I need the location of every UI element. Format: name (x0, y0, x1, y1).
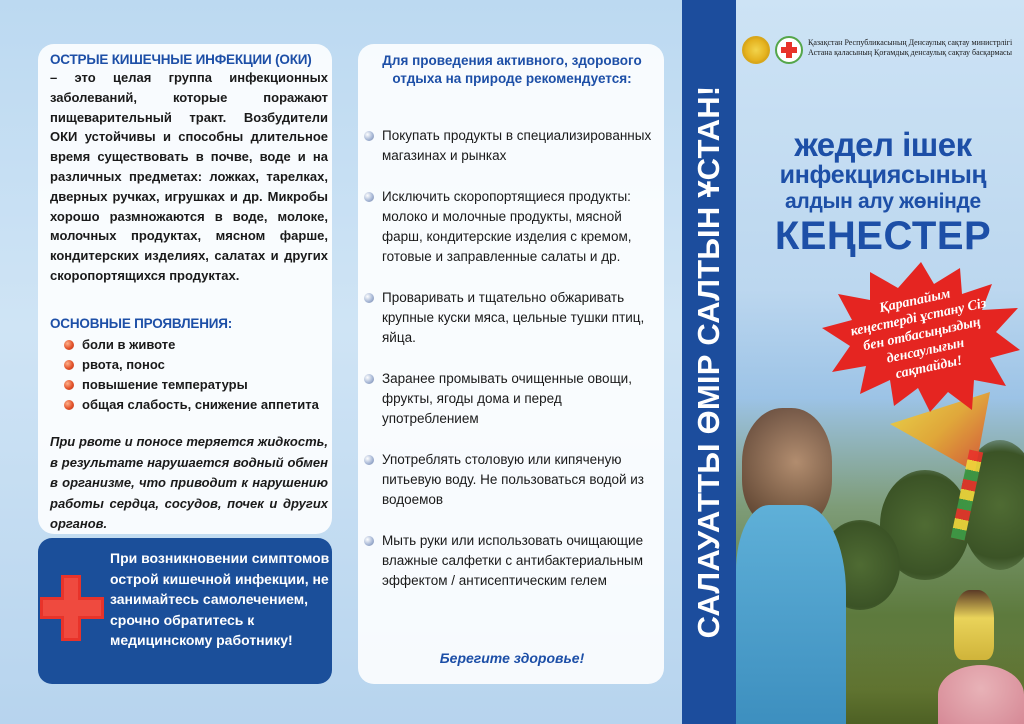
list-item: рвота, понос (62, 355, 328, 375)
starburst-text: Қарапайым кеңестерді ұстану Сіз бен отбасыңыздың денсаулығын сақтайды! (849, 286, 988, 383)
symptoms-heading: ОСНОВНЫЕ ПРОЯВЛЕНИЯ: (50, 316, 233, 331)
bullet-icon (64, 360, 74, 370)
fluid-loss-text: При рвоте и поносе теряется жидкость, в результате нарушается водный обмен в организме, что приводит к нарушению работы сердца, сосудов, почек и других органов. (50, 434, 328, 531)
ministry-names (808, 38, 1020, 58)
bullet-icon (364, 536, 374, 546)
medical-cross-icon-highlight-bar (43, 600, 101, 616)
cover-title-line: КЕҢЕСТЕР (774, 214, 992, 258)
bullet-icon (364, 374, 374, 384)
list-item: боли в животе (62, 335, 328, 355)
health-logo-cross-bar (781, 47, 797, 53)
ministry-logo-icon (742, 36, 770, 64)
list-item: Заранее промывать очищенные овощи, фрукты, ягоды дома и перед употреблением (362, 369, 660, 429)
strip-slogan: САЛАУАТТЫ ӨМІР САЛТЫН ҰСТАН! (691, 85, 726, 639)
list-item: Проваривать и тщательно обжаривать крупные куски мяса, цельные тушки птиц, яйца. (362, 288, 660, 348)
pink-object (938, 665, 1024, 724)
cover-title-line: инфекциясының (779, 161, 987, 189)
list-item: Мыть руки или использовать очищающие влажные салфетки с антибактериальным эффектом / антисептическим гелем (362, 531, 660, 591)
fluid-loss-note (50, 432, 328, 535)
bullet-icon (364, 293, 374, 303)
recommendations-footer: Берегите здоровье! (439, 650, 585, 666)
symptoms-list (62, 335, 328, 415)
list-item: Употреблять столовую или кипяченую питьевую воду. Не пользоваться водой из водоемов (362, 450, 660, 510)
recommendations-list (362, 126, 660, 591)
ministry-line: Астана қаласының Қоғамдық денсаулық сақтау басқармасы (808, 48, 1012, 57)
cover-title-line: жедел ішек (794, 126, 972, 163)
list-item: Исключить скоропортящиеся продукты: молоко и молочные продукты, мясной фарш, кондитерские изделия с кремом, готовые и заправленные салаты и др. (362, 187, 660, 267)
cover-title-line: алдын алу жөнінде (785, 190, 981, 213)
ministry-line: Қазақстан Республикасының Денсаулық сақтау министрлігі (808, 38, 1013, 47)
oki-heading: ОСТРЫЕ КИШЕЧНЫЕ ИНФЕКЦИИ (ОКИ) (50, 52, 312, 67)
oki-description: – это целая группа инфекционных заболеваний, которые поражают пищеварительный тракт. Возбудители ОКИ устойчивы и способны длительное время существовать в почве, воде и на различных предметах: ложках, тарелках, дверных ручках, игрушках и др. Микробы хорошо размножаются в воде, молоке, молочных продуктах, мясном фарше, кондитерских изделиях, салатах и других скоропортящихся продуктах. (50, 70, 328, 283)
bullet-icon (364, 455, 374, 465)
bullet-icon (64, 380, 74, 390)
list-item: общая слабость, снижение аппетита (62, 395, 328, 415)
bullet-icon (64, 400, 74, 410)
bullet-icon (364, 192, 374, 202)
recommendations-title: Для проведения активного, здорового отдыха на природе рекомендуется: (382, 53, 642, 86)
bullet-icon (64, 340, 74, 350)
list-item: Покупать продукты в специализированных магазинах и рынках (362, 126, 660, 166)
child-figure (954, 590, 994, 660)
bullet-icon (364, 131, 374, 141)
oki-section (50, 52, 328, 286)
symptoms-section (50, 316, 328, 415)
list-item: повышение температуры (62, 375, 328, 395)
cover-title (742, 128, 1024, 258)
mother-figure-body (736, 505, 846, 724)
alert-text: При возникновении симптомов острой кишечной инфекции, не занимайтесь самолечением, срочно обратитесь к медицинскому работнику! (110, 550, 330, 648)
